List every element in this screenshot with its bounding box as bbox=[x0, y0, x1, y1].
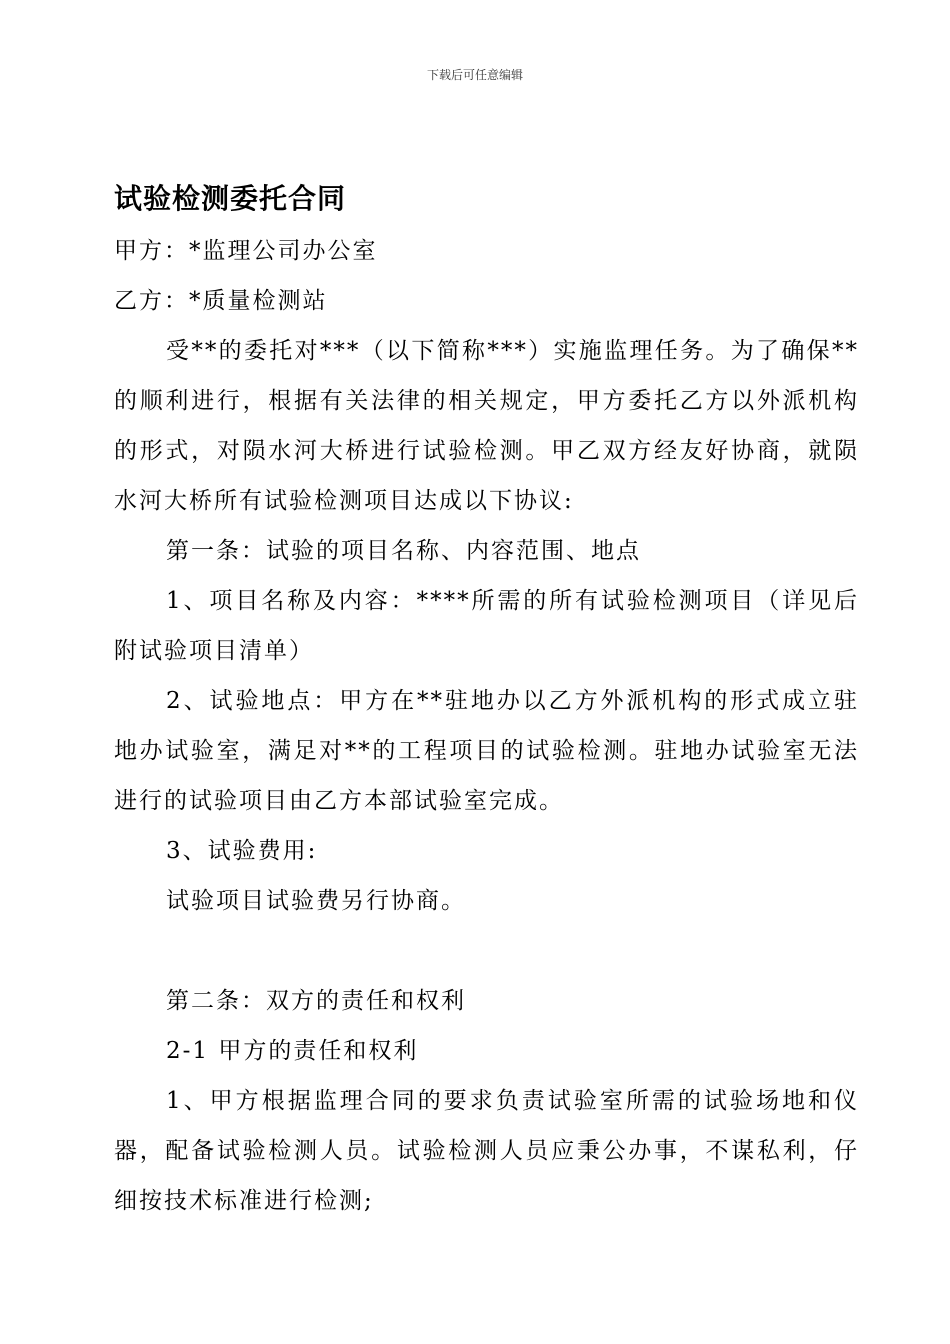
party-b-line: 乙方：*质量检测站 bbox=[114, 288, 328, 314]
page-header-note: 下载后可任意编辑 bbox=[426, 68, 523, 82]
article1-item1: 1、项目名称及内容：****所需的所有试验检测项目（详见后附试验项目清单） bbox=[114, 588, 859, 664]
article1-item3-text: 试验项目试验费另行协商。 bbox=[166, 888, 466, 914]
article2-sub1-heading: 2-1 甲方的责任和权利 bbox=[166, 1038, 419, 1064]
article1-item2: 2、试验地点：甲方在**驻地办以乙方外派机构的形式成立驻地办试验室，满足对**的工程项目的试验检测。驻地办试验室无法进行的试验项目由乙方本部试验室完成。 bbox=[114, 688, 859, 814]
article2-heading: 第二条：双方的责任和权利 bbox=[166, 988, 466, 1014]
article1-item3-heading: 3、试验费用: bbox=[166, 838, 318, 864]
document-body bbox=[114, 176, 859, 1226]
party-a-line: 甲方：*监理公司办公室 bbox=[114, 238, 378, 264]
article1-heading: 第一条：试验的项目名称、内容范围、地点 bbox=[166, 538, 641, 564]
blank-line bbox=[114, 926, 859, 976]
article2-sub1-item1: 1、甲方根据监理合同的要求负责试验室所需的试验场地和仪器，配备试验检测人员。试验检测人员应秉公办事，不谋私利，仔细按技术标准进行检测; bbox=[114, 1088, 859, 1214]
document-title: 试验检测委托合同 bbox=[114, 182, 347, 215]
intro-paragraph: 受**的委托对***（以下简称***）实施监理任务。为了确保**的顺利进行，根据有关法律的相关规定，甲方委托乙方以外派机构的形式，对陨水河大桥进行试验检测。甲乙双方经友好协商，就陨水河大桥所有试验检测项目达成以下协议: bbox=[114, 338, 859, 514]
